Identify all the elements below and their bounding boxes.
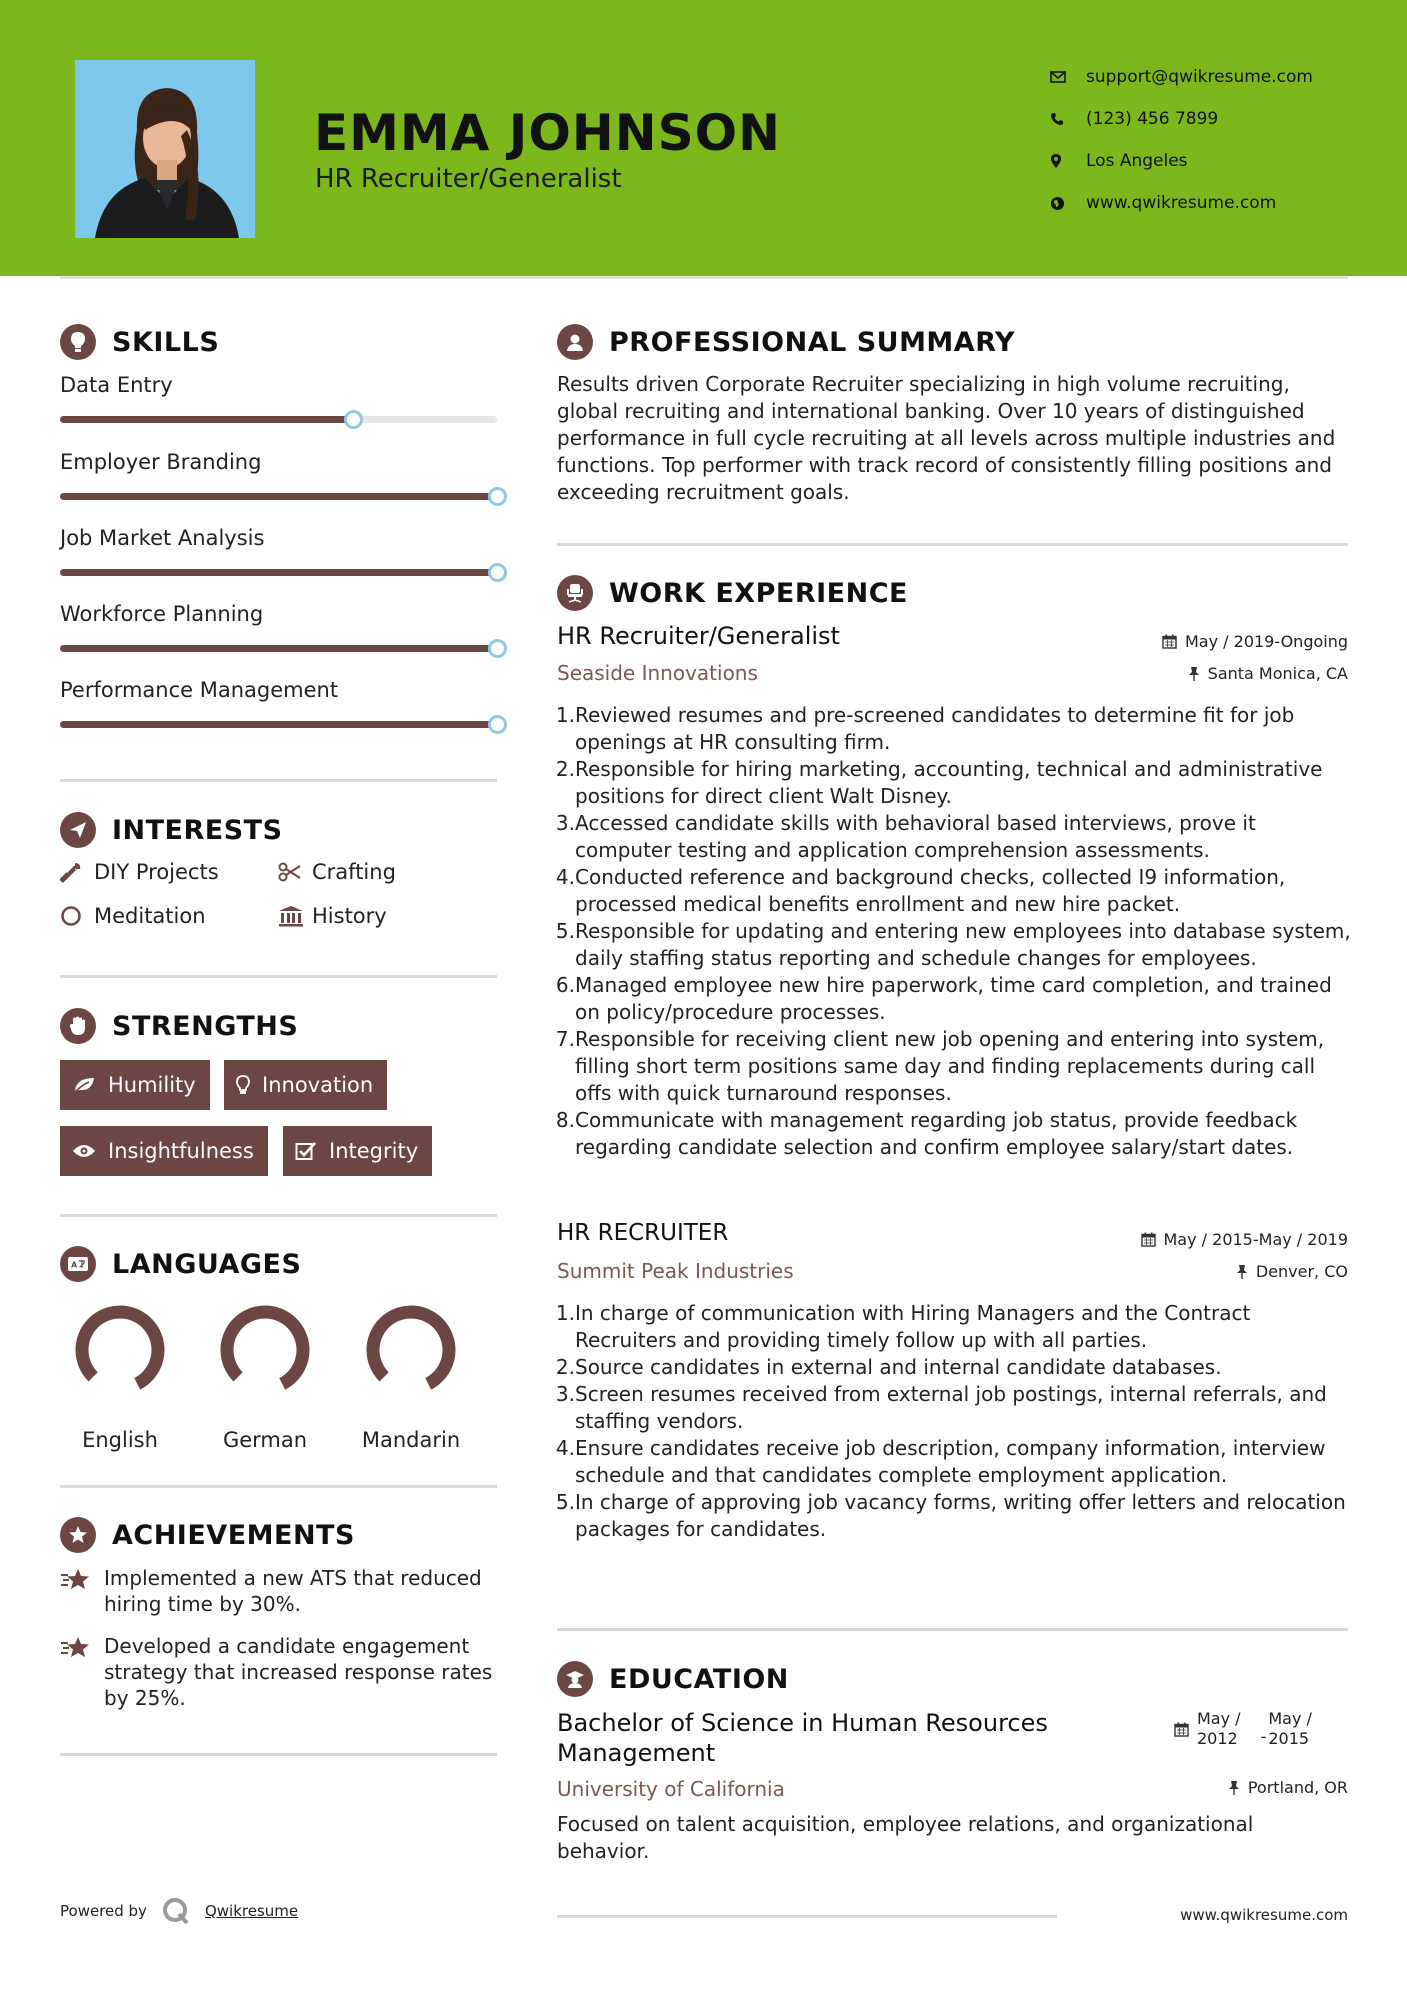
strength-tag: [224, 1060, 387, 1110]
interest-label: Crafting: [312, 860, 396, 884]
job-dates-text: May / 2015-May / 2019: [1163, 1230, 1348, 1249]
leaf-icon: [72, 1076, 96, 1094]
section-divider: [60, 1214, 497, 1217]
job-title: HR RECRUITER: [557, 1220, 729, 1246]
footer-divider: [557, 1915, 1057, 1918]
check-square-icon: [295, 1141, 317, 1161]
contact-location: [1050, 140, 1380, 182]
contact-list: [1050, 56, 1380, 224]
skill-item: [60, 373, 515, 397]
contact-location-text: Los Angeles: [1086, 151, 1188, 171]
candidate-headline: HR Recruiter/Generalist: [315, 164, 622, 194]
strength-tag: [283, 1126, 432, 1176]
education-location-text: Portland, OR: [1247, 1778, 1348, 1797]
lightbulb-icon: [236, 1075, 250, 1095]
svg-text:A: A: [71, 1260, 78, 1270]
job-duties-list: [553, 1300, 1353, 1543]
job-location: [1188, 664, 1348, 683]
list-item: 1. In charge of communication with Hiring Managers and the Contract Recruiters and providing timely follow up with all parties.: [555, 1301, 1251, 1352]
languages-title: LANGUAGES: [112, 1248, 302, 1280]
graduate-icon: [557, 1661, 593, 1697]
list-item: 4. Conducted reference and background checks, collected I9 information, processed medical benefits enrollment and new hire packet.: [555, 865, 1286, 916]
achievement-item: [60, 1633, 500, 1711]
experience-title: WORK EXPERIENCE: [609, 577, 908, 609]
contact-phone[interactable]: [1050, 98, 1380, 140]
portrait-image: [75, 60, 255, 238]
strength-label: Humility: [108, 1073, 196, 1097]
globe-icon: [1050, 196, 1086, 211]
brand-link[interactable]: Qwikresume: [204, 1902, 299, 1920]
strength-tag: [60, 1060, 210, 1110]
interest-label: Meditation: [94, 904, 206, 928]
skill-bar: [60, 416, 497, 423]
education-description: Focused on talent acquisition, employee relations, and organizational behavior.: [557, 1812, 1254, 1863]
job-dates: [1141, 1230, 1349, 1249]
section-divider: [557, 1628, 1348, 1631]
skill-item: [60, 450, 515, 474]
language-name: German: [222, 1428, 308, 1452]
hand-icon: [60, 1008, 96, 1044]
interests-heading: [60, 812, 283, 848]
date-separator: -: [1260, 1726, 1267, 1746]
skill-item: [60, 602, 515, 626]
list-item: 5. In charge of approving job vacancy forms, writing offer letters and relocation packages for candidates.: [555, 1490, 1346, 1541]
job-dates-text: May / 2019-Ongoing: [1185, 632, 1348, 651]
strength-tag: [60, 1126, 268, 1176]
achievements-heading: [60, 1517, 355, 1553]
job-duties-list: [553, 702, 1353, 1161]
language-ring: [361, 1300, 461, 1400]
experience-heading: [557, 575, 908, 611]
achievement-text: Implemented a new ATS that reduced hiring time by 30%.: [104, 1566, 482, 1616]
skill-bar-knob: [488, 715, 507, 734]
skill-bar: [60, 645, 497, 652]
section-divider: [60, 1485, 497, 1488]
job-dates: [1162, 632, 1348, 651]
list-item: 7. Responsible for receiving client new job opening and entering into system, filling short term positions same day and finding replacements during call offs with quick turnaround responses.: [555, 1027, 1325, 1105]
list-item: 3. Screen resumes received from external job postings, internal referrals, and staffing vendors.: [555, 1382, 1327, 1433]
footer-url[interactable]: www.qwikresume.com: [1180, 1906, 1348, 1924]
skill-name: Performance Management: [60, 678, 339, 702]
star-icon: [60, 1565, 104, 1617]
bank-icon: [278, 905, 312, 927]
skill-bar-knob: [344, 410, 363, 429]
languages-heading: [60, 1246, 301, 1282]
office-chair-icon: [557, 575, 593, 611]
job-location-text: Santa Monica, CA: [1207, 664, 1348, 683]
interest-label: History: [312, 904, 387, 928]
language-item: [205, 1300, 325, 1452]
skill-bar: [60, 721, 497, 728]
list-item: 6. Managed employee new hire paperwork, time card completion, and trained on policy/procedure processes.: [555, 973, 1332, 1024]
language-ring: [70, 1300, 170, 1400]
job-title: HR Recruiter/Generalist: [557, 622, 840, 650]
job-company: Summit Peak Industries: [557, 1259, 794, 1283]
skill-bar: [60, 569, 497, 576]
interest-label: DIY Projects: [94, 860, 219, 884]
header-divider: [60, 276, 1348, 279]
user-icon: [557, 324, 593, 360]
education-dates: [1174, 1709, 1312, 1749]
circle-icon: [60, 905, 94, 927]
education-location: [1228, 1778, 1348, 1797]
list-item: 3. Accessed candidate skills with behavioral based interviews, prove it computer testing and application comprehension assessments.: [555, 811, 1256, 862]
contact-phone-text: (123) 456 7899: [1086, 109, 1219, 129]
education-heading: [557, 1661, 789, 1697]
list-item: 2. Source candidates in external and internal candidate databases.: [555, 1355, 1222, 1379]
wrench-icon: [60, 861, 94, 883]
language-item: [351, 1300, 471, 1452]
pushpin-icon: [1236, 1264, 1248, 1279]
job-company: Seaside Innovations: [557, 661, 758, 685]
skill-bar-fill: [60, 569, 497, 576]
language-ring: [215, 1300, 315, 1400]
skill-item: [60, 678, 515, 702]
achievement-item: [60, 1565, 500, 1617]
location-pin-icon: [1050, 153, 1086, 169]
skill-bar-fill: [60, 645, 497, 652]
contact-website-text: www.qwikresume.com: [1086, 193, 1277, 213]
achievement-text: Developed a candidate engagement strategy that increased response rates by 25%.: [104, 1634, 493, 1710]
summary-title: PROFESSIONAL SUMMARY: [609, 326, 1016, 358]
scissors-icon: [278, 862, 312, 882]
date-start: May / 2012: [1197, 1709, 1241, 1748]
lightbulb-icon: [60, 324, 96, 360]
list-item: 1. Reviewed resumes and pre-screened candidates to determine fit for job openings at HR consulting firm.: [555, 703, 1295, 754]
strength-label: Innovation: [262, 1073, 374, 1097]
degree-line: Bachelor of Science in Human Resources: [557, 1709, 1048, 1737]
summary-heading: [557, 324, 1015, 360]
paper-plane-icon: [60, 812, 96, 848]
strengths-title: STRENGTHS: [112, 1010, 299, 1042]
skill-bar-knob: [488, 563, 507, 582]
skill-bar-fill: [60, 721, 497, 728]
skill-item: [60, 526, 515, 550]
degree-line: Management: [557, 1739, 716, 1767]
language-item: [60, 1300, 180, 1452]
degree-title: [557, 1708, 1048, 1768]
section-divider: [60, 975, 497, 978]
skill-bar-fill: [60, 493, 497, 500]
star-icon: [60, 1633, 104, 1711]
profile-photo: [75, 60, 255, 238]
achievements-title: ACHIEVEMENTS: [112, 1519, 355, 1551]
interests-title: INTERESTS: [112, 814, 283, 846]
strength-label: Integrity: [329, 1139, 419, 1163]
section-divider: [557, 543, 1348, 546]
school-name: University of California: [557, 1777, 785, 1801]
education-title: EDUCATION: [609, 1663, 789, 1695]
powered-by-text: Powered by: [60, 1902, 147, 1920]
interest-item: [278, 904, 387, 928]
star-badge-icon: [60, 1517, 96, 1553]
skill-bar-knob: [488, 487, 507, 506]
interest-item: [60, 904, 206, 928]
pushpin-icon: [1228, 1780, 1240, 1795]
job-location: [1236, 1262, 1348, 1281]
skill-bar: [60, 493, 497, 500]
list-item: 4. Ensure candidates receive job description, company information, interview schedule and that candidates complete employment application.: [555, 1436, 1326, 1487]
contact-website[interactable]: [1050, 182, 1380, 224]
list-item: 8. Communicate with management regarding job status, provide feedback regarding candidate selection and confirm employee salary/start dates.: [555, 1108, 1298, 1159]
skill-name: Data Entry: [60, 373, 173, 397]
language-name: Mandarin: [361, 1428, 461, 1452]
interest-item: [60, 860, 219, 884]
skills-title: SKILLS: [112, 326, 220, 358]
phone-icon: [1050, 112, 1086, 126]
envelope-icon: [1050, 71, 1086, 83]
section-divider: [60, 779, 497, 782]
skill-name: Employer Branding: [60, 450, 262, 474]
contact-email-text: support@qwikresume.com: [1086, 67, 1313, 87]
skill-name: Workforce Planning: [60, 602, 264, 626]
calendar-icon: [1141, 1232, 1156, 1247]
language-name: English: [82, 1428, 158, 1452]
candidate-name: EMMA JOHNSON: [314, 104, 781, 162]
language-icon: [60, 1246, 96, 1282]
section-divider: [60, 1753, 497, 1756]
interest-item: [278, 860, 396, 884]
strengths-heading: [60, 1008, 298, 1044]
calendar-icon: [1162, 634, 1177, 649]
pushpin-icon: [1188, 666, 1200, 681]
strength-label: Insightfulness: [108, 1139, 254, 1163]
summary-text: Results driven Corporate Recruiter specializing in high volume recruiting, global recruiting and international banking. Over 10 years of distinguished performance in full cycle recruiting at all levels across multiple industries and functions. Top performer with track record of consistently filling positions and exceeding recruitment goals.: [557, 372, 1336, 504]
list-item: 5. Responsible for updating and entering new employees into database system, daily staffing status reporting and schedule changes for employees.: [555, 919, 1351, 970]
qwikresume-logo-icon: [161, 1896, 191, 1926]
date-end: May / 2015: [1268, 1709, 1312, 1748]
contact-email[interactable]: [1050, 56, 1380, 98]
header-banner: [0, 0, 1407, 276]
skills-heading: [60, 324, 219, 360]
skill-bar-fill: [60, 416, 353, 423]
calendar-icon: [1174, 1722, 1189, 1737]
powered-by: [60, 1896, 298, 1926]
list-item: 2. Responsible for hiring marketing, accounting, technical and administrative positions for direct client Walt Disney.: [555, 757, 1323, 808]
skill-name: Job Market Analysis: [60, 526, 265, 550]
skill-bar-knob: [488, 639, 507, 658]
job-location-text: Denver, CO: [1255, 1262, 1348, 1281]
eye-icon: [72, 1143, 96, 1159]
